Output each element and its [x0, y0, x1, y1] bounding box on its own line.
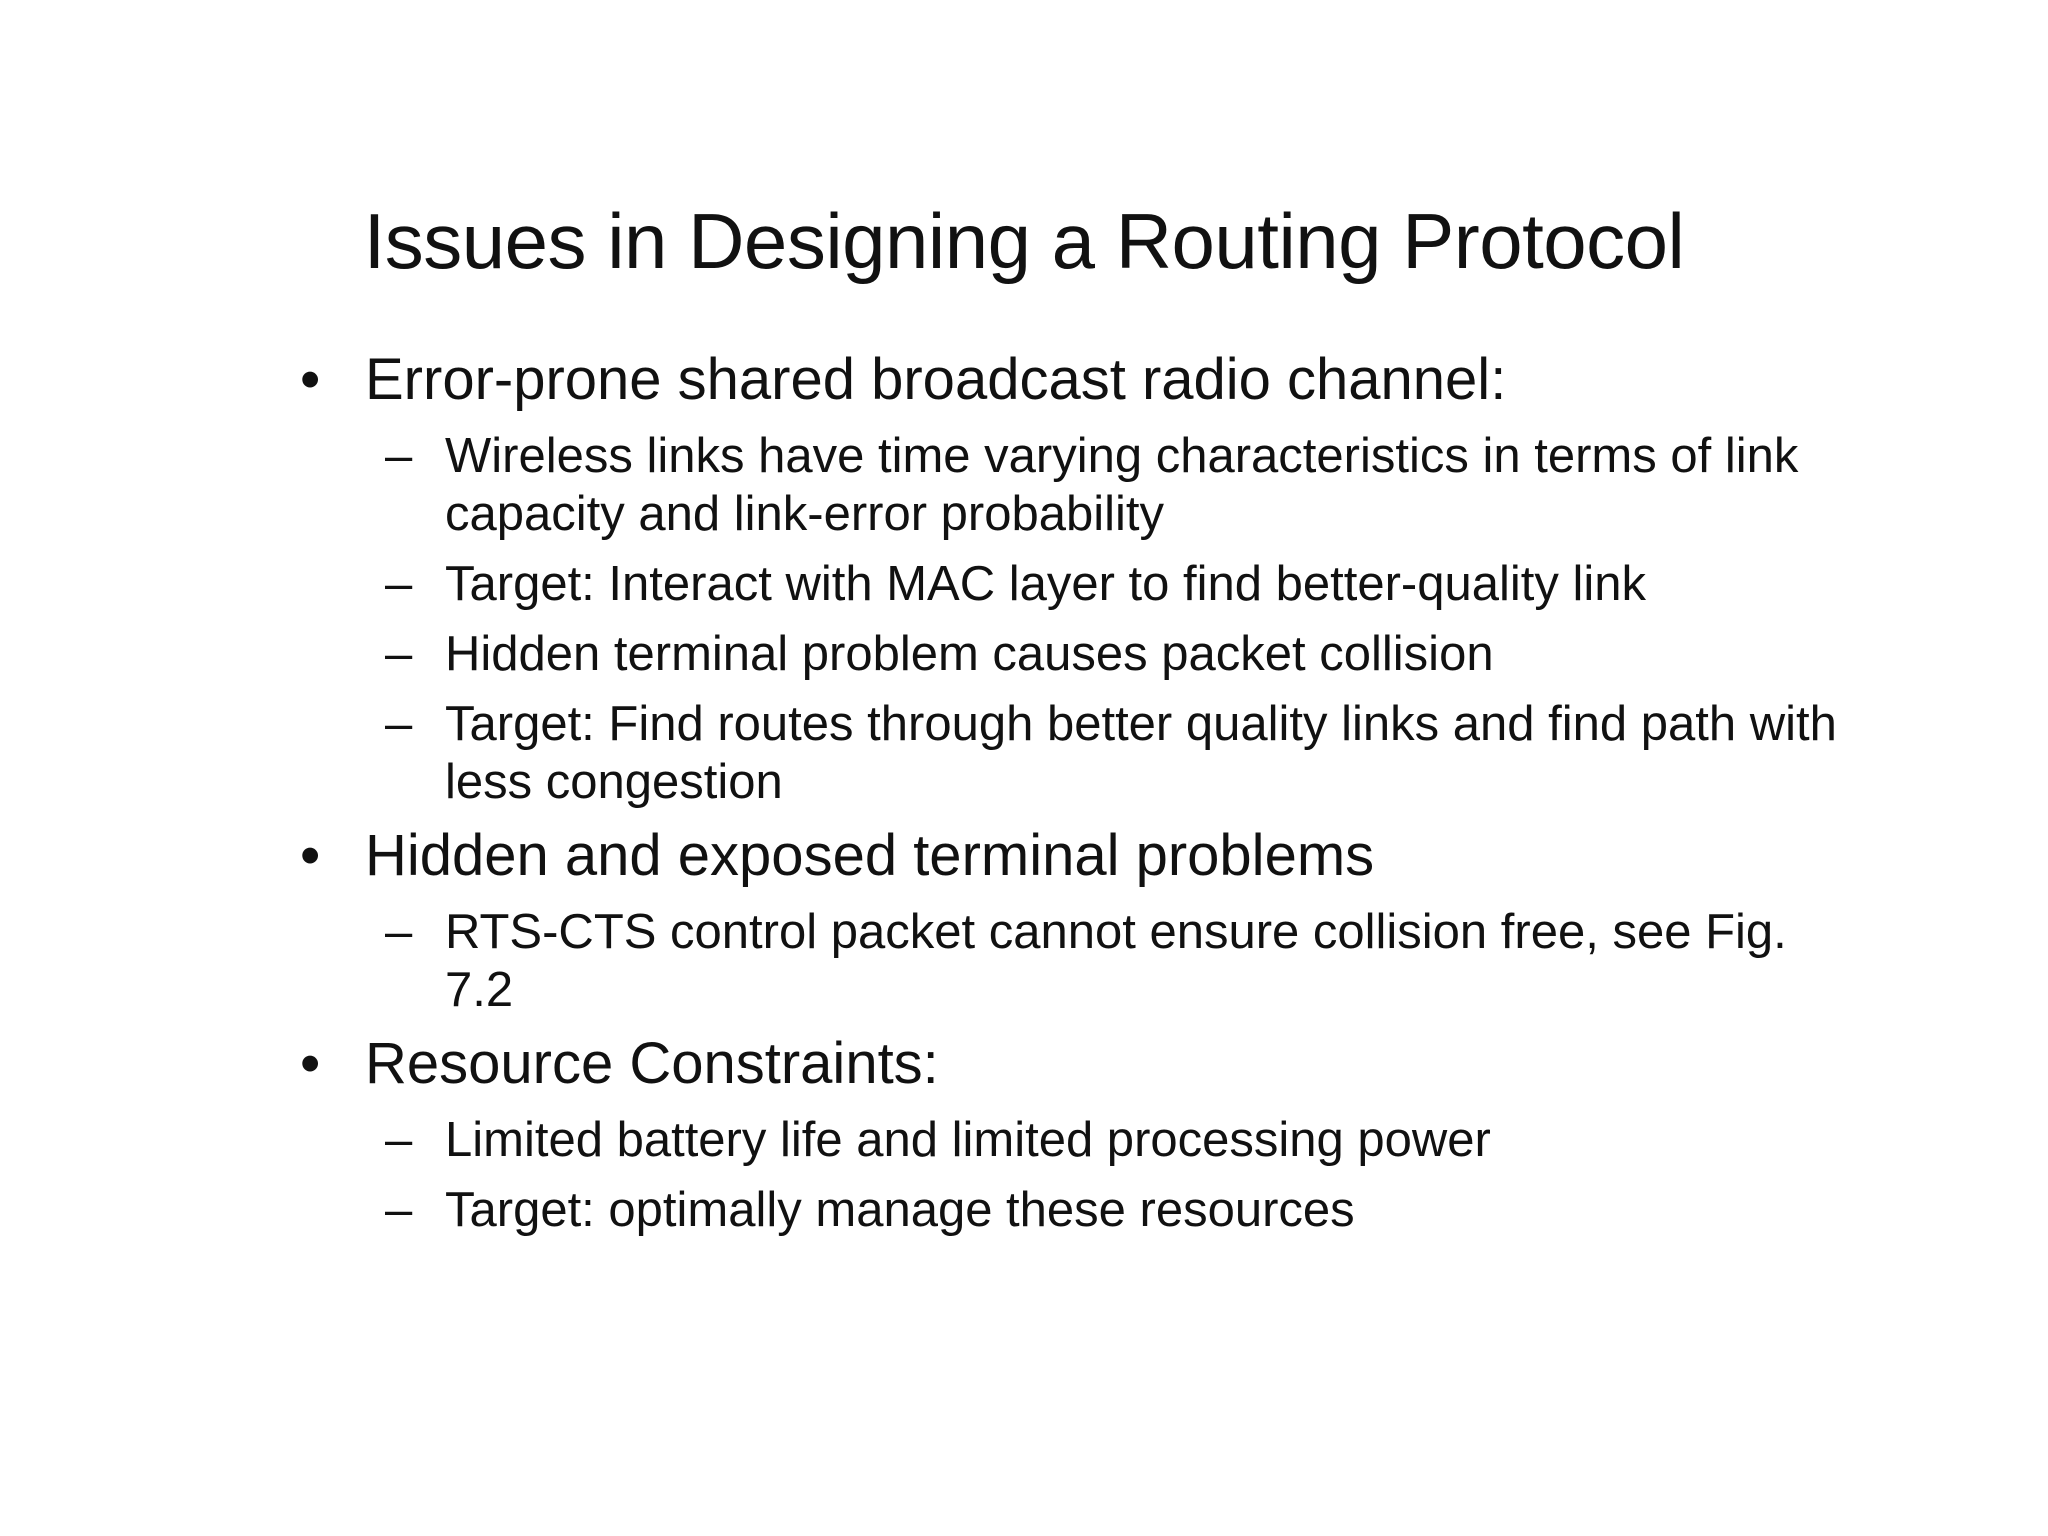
bullet-list: [290, 345, 1850, 1239]
sub-bullet-text: RTS-CTS control packet cannot ensure collision free, see Fig. 7.2: [445, 905, 1787, 1017]
sub-bullet-marker: –: [385, 697, 413, 751]
bullet-marker: •: [300, 1031, 321, 1096]
sub-bullet-item: [290, 903, 1850, 1019]
sub-bullet-text: Limited battery life and limited processing power: [445, 1113, 1491, 1167]
sub-bullet-item: [290, 427, 1850, 543]
sub-bullet-marker: –: [385, 627, 413, 681]
sub-bullet-item: [290, 695, 1850, 811]
sub-bullet-item: [290, 1181, 1850, 1239]
sub-bullet-item: [290, 625, 1850, 683]
bullet-text: Error-prone shared broadcast radio channel:: [365, 347, 1507, 412]
sub-bullet-marker: –: [385, 1183, 413, 1237]
sub-bullet-text: Target: optimally manage these resources: [445, 1183, 1355, 1237]
sub-bullet-item: [290, 1111, 1850, 1169]
sub-bullet-text: Target: Find routes through better quality links and find path with less congestion: [445, 697, 1837, 809]
sub-bullet-marker: –: [385, 557, 413, 611]
sub-bullet-marker: –: [385, 1113, 413, 1167]
bullet-marker: •: [300, 347, 321, 412]
sub-bullet-marker: –: [385, 905, 413, 959]
sub-bullet-text: Hidden terminal problem causes packet collision: [445, 627, 1494, 681]
sub-bullet-marker: –: [385, 429, 413, 483]
bullet-marker: •: [300, 823, 321, 888]
bullet-item: [290, 821, 1850, 891]
sub-bullet-text: Wireless links have time varying characteristics in terms of link capacity and link-error probability: [445, 429, 1799, 541]
sub-bullet-text: Target: Interact with MAC layer to find better-quality link: [445, 557, 1647, 611]
sub-bullet-item: [290, 555, 1850, 613]
bullet-item: [290, 345, 1850, 415]
bullet-item: [290, 1029, 1850, 1099]
slide-title: Issues in Designing a Routing Protocol: [363, 197, 1685, 285]
bullet-text: Hidden and exposed terminal problems: [365, 823, 1375, 888]
bullet-text: Resource Constraints:: [365, 1031, 939, 1096]
